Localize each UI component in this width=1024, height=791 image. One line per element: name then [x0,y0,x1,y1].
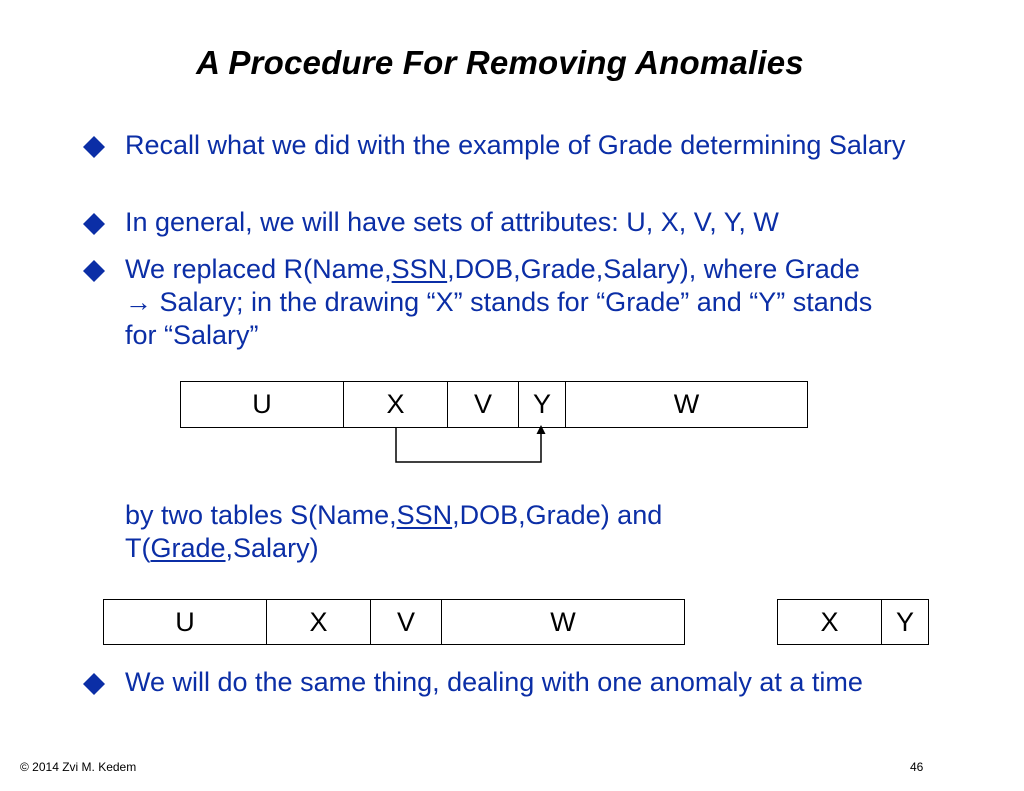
relation-s-diagram [103,599,685,645]
decomposition-text [125,499,662,565]
text-line: T(Grade,Salary) [125,533,319,563]
attribute-cell: W [550,606,576,637]
diamond-bullet-icon [82,212,106,236]
footer-copyright: © 2014 Zvi M. Kedem [20,760,137,774]
dependency-arrow [380,420,560,470]
attribute-cell: V [448,382,519,427]
slide-title: A Procedure For Removing Anomalies [196,44,804,81]
footer-page-number: 46 [910,760,924,774]
diamond-bullet-icon [82,135,106,159]
diamond-bullet-icon [82,672,106,696]
attribute-cell: V [371,600,442,644]
text-segment: We replaced R(Name, [125,254,392,284]
attribute-cell: W [673,389,700,419]
attribute-cell: Y [519,382,566,427]
attribute-cell: X [267,600,371,644]
attribute-cell: X [344,382,448,427]
relation-t-diagram [777,599,929,645]
text-line: by two tables S(Name,SSN,DOB,Grade) and [125,500,663,530]
bullet-text: Recall what we did with the example of Grade determining Salary [125,130,906,160]
key-attribute-ssn: SSN [396,500,453,530]
attribute-cell: X [778,600,882,644]
key-attribute-grade: Grade [150,533,226,563]
attribute-cell: Y [895,606,914,637]
attribute-cell: U [104,600,267,644]
bullet-text: We will do the same thing, dealing with one anomaly at a time [125,667,863,697]
bullet-text [125,253,885,352]
key-attribute-ssn: SSN [391,254,448,284]
attribute-cell: U [181,382,344,427]
diamond-bullet-icon [82,259,106,283]
text-segment: ,DOB,Grade,Salary), where Grade → Salary; in the drawing “X” stands for “Grade” and “Y” stands for “Salary” [125,254,873,350]
bullet-text: In general, we will have sets of attributes: U, X, V, Y, W [125,207,779,237]
